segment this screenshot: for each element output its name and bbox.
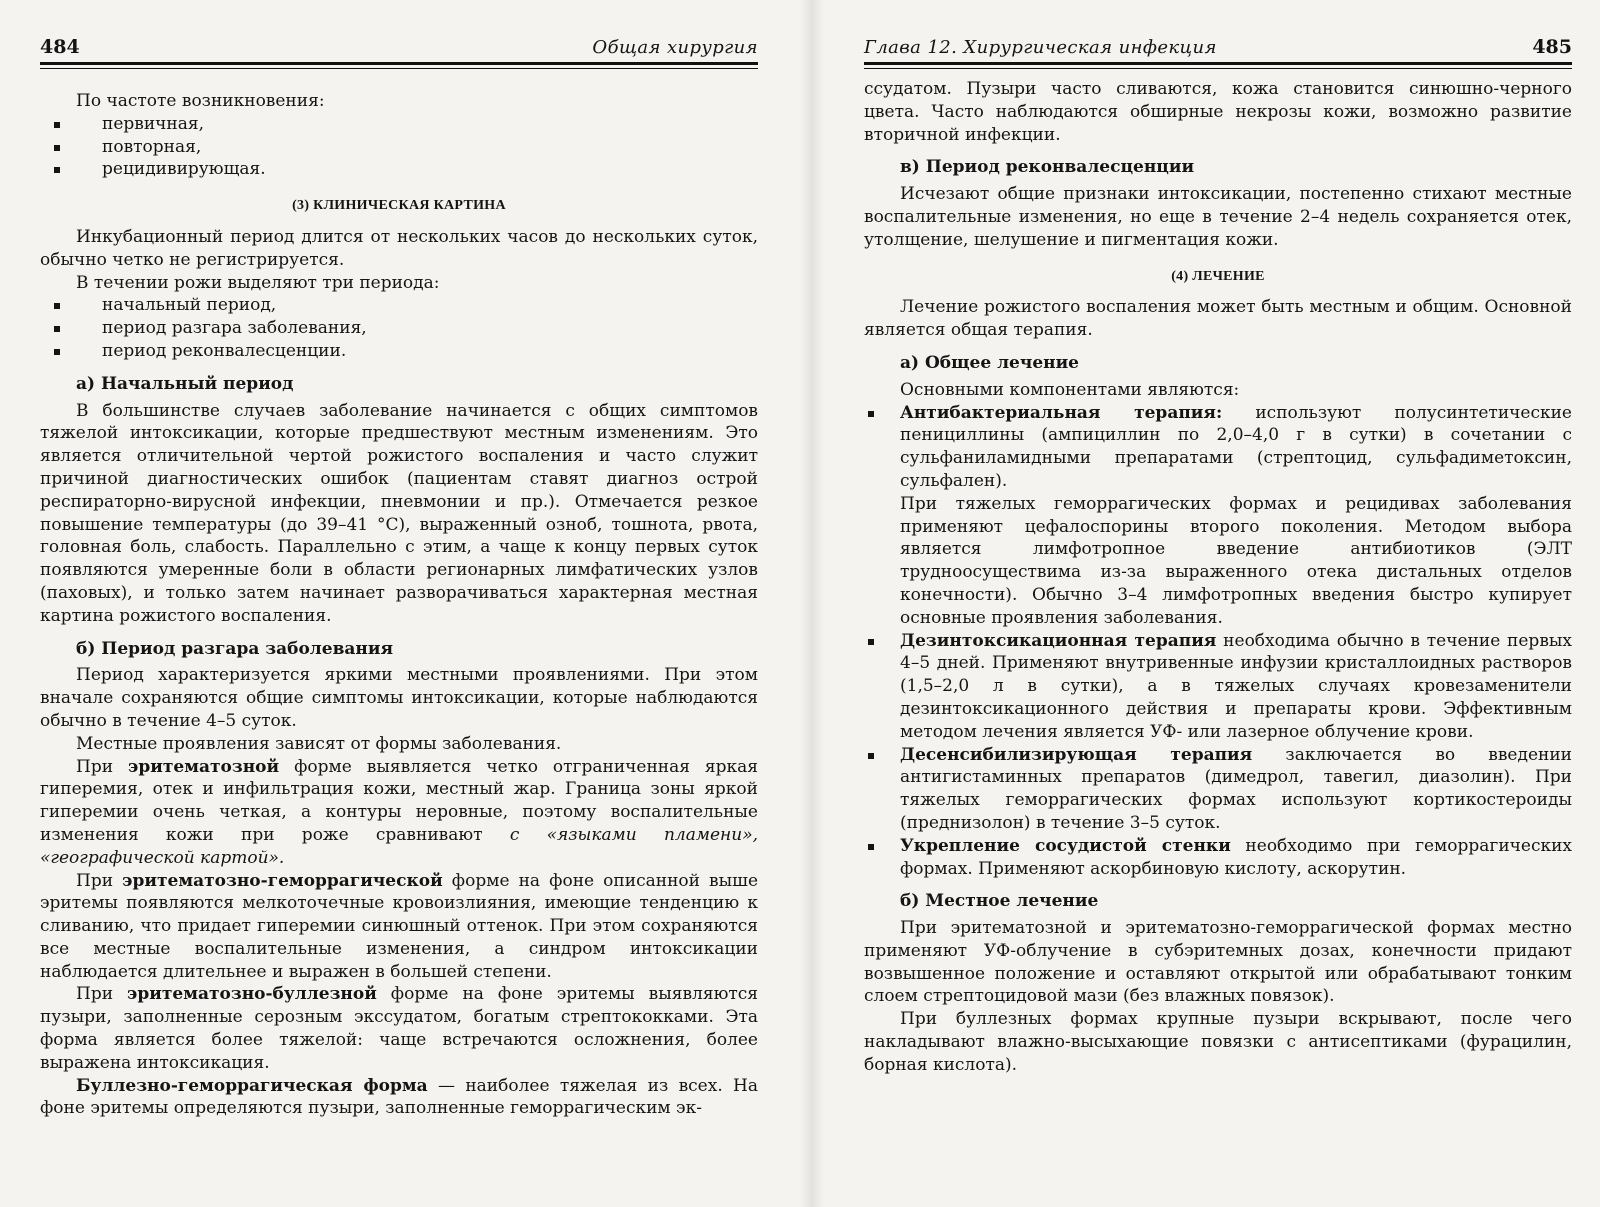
section-heading: (4) ЛЕЧЕНИЕ	[1171, 268, 1265, 284]
term-bold: эритематозно-геморрагической	[122, 870, 443, 891]
text-run: форме выявляется четко отграниченная яркая гиперемия, отек и инфильтрация кожи, местный жар. Граница зоны яркой гиперемии очень четкая, а контуры неровные, поэтому воспалительные изменения кожи при роже сравнивают	[40, 756, 759, 845]
paragraph-erythematous	[40, 756, 758, 870]
running-title: Глава 12. Хирургическая инфекция	[864, 37, 1217, 58]
running-title: Общая хирургия	[592, 37, 758, 58]
list-item-vessel-wall	[864, 835, 1572, 881]
subsection-heading: б) Местное лечение	[900, 891, 1099, 912]
list-item: рецидивирующая.	[40, 158, 758, 181]
text-run: используют полусинтетические пенициллины (ампициллин по 2,0–4,0 г в сутки) в сочетании с сульфаниламидными препаратами (стрептоцид, сульфадиметоксин, сульфален).	[900, 402, 1572, 491]
section-heading: (3) КЛИНИЧЕСКАЯ КАРТИНА	[292, 198, 506, 214]
paragraph-bullous-hemorrhagic	[40, 1075, 758, 1121]
list-item: первичная,	[40, 113, 758, 136]
paragraph: При эритематозной и эритематозно-геморрагической формах местно применяют УФ-облучение в субэритемных дозах, конечности придают возвышенное положение и оставляют открытой или обрабатывают тонким слоем стрептоцидовой мази (без влажных повязок).	[864, 918, 1572, 1007]
list-item: период разгара заболевания,	[40, 317, 758, 340]
list-item: начальный период,	[40, 294, 758, 317]
list-item-detox	[864, 630, 1572, 744]
term-bold: Укрепление сосудистой стенки	[900, 835, 1231, 856]
header-rule-thin	[40, 68, 758, 69]
text-run: При	[76, 756, 114, 777]
paragraph: Основными компонентами являются:	[900, 379, 1240, 400]
paragraph: При буллезных формах крупные пузыри вскрывают, после чего накладывают влажно-высыхающие повязки с антисептиками (фурацилин, борная кислота).	[864, 1009, 1572, 1075]
right-page	[864, 0, 1572, 1207]
term-bold: эритематозной	[128, 756, 280, 777]
paragraph: В течении рожи выделяют три периода:	[76, 272, 440, 293]
paragraph-bullous	[40, 983, 758, 1074]
term-bold: Антибактериальная терапия:	[900, 402, 1223, 423]
paragraph-hemorrhagic	[40, 870, 758, 984]
text-run: форме на фоне описанной выше эритемы появляются мелкоточечные кровоизлияния, имеющие тенденцию к сливанию, что придает гиперемии синюшный оттенок. При этом сохраняются все местные воспалительные изменения, а синдром интоксикации наблюдается длительнее и выражен в большей степени.	[40, 870, 759, 982]
term-bold: Десенсибилизирующая терапия	[900, 744, 1253, 765]
term-bold: Буллезно-геморрагическая форма	[76, 1075, 428, 1096]
periods-list	[40, 294, 758, 362]
subsection-heading: а) Начальный период	[76, 373, 294, 394]
subsection-heading: в) Период реконвалесценции	[900, 157, 1195, 178]
text-run: необходимо при геморрагических формах. Применяют аскорбиновую кислоту, аскорутин.	[900, 835, 1573, 879]
frequency-list	[40, 113, 758, 181]
text-run: При	[76, 984, 114, 1005]
subsection-heading: а) Общее лечение	[900, 352, 1079, 373]
text-run: форме на фоне эритемы выявляются пузыри, заполненные серозным экссудатом, богатым стрептококками. Эта форма является более тяжелой: чаще встречаются осложнения, более выражена интоксикация.	[40, 984, 759, 1073]
quote-italic: с «языками пламени», «географической картой».	[40, 824, 759, 868]
list-item-antibacterial	[864, 402, 1572, 630]
paragraph: Исчезают общие признаки интоксикации, постепенно стихают местные воспалительные изменения, но еще в течение 2–4 недель сохраняется отек, утолщение, шелушение и пигментация кожи.	[864, 184, 1572, 250]
header-rule	[864, 62, 1572, 65]
list-item: повторная,	[40, 136, 758, 159]
list-item-desensitizing	[864, 744, 1572, 835]
header-rule-thin	[864, 68, 1572, 69]
left-running-head	[40, 30, 758, 58]
paragraph: Лечение рожистого воспаления может быть местным и общим. Основной является общая терапия.	[864, 297, 1572, 341]
left-page-body	[40, 90, 758, 1120]
treatment-components-list	[864, 402, 1572, 881]
term-bold: эритематозно-буллезной	[127, 984, 377, 1005]
right-page-body	[864, 78, 1572, 1077]
paragraph: Инкубационный период длится от нескольких часов до нескольких суток, обычно четко не регистрируется.	[40, 226, 758, 270]
header-rule	[40, 62, 758, 65]
frequency-intro: По частоте возникновения:	[76, 91, 325, 111]
subsection-heading: б) Период разгара заболевания	[76, 638, 394, 659]
text-run: заключается во введении антигистаминных препаратов (димедрол, тавегил, диазолин). При тяжелых геморрагических формах используют кортикостероиды (преднизолон) в течение 3–5 суток.	[900, 744, 1573, 833]
page-number: 485	[1532, 36, 1572, 58]
left-page	[40, 0, 758, 1207]
text-run: необходима обычно в течение первых 4–5 дней. Применяют внутривенные инфузии кристаллоидных растворов (1,5–2,0 л в сутки), а в тяжелых случаях кровезаменители дезинтоксикационного действия и препараты крови. Эффективным методом лечения является УФ- или лазерное облучение крови.	[900, 630, 1573, 742]
paragraph: В большинстве случаев заболевание начинается с общих симптомов тяжелой интоксикации, которые предшествуют местным изменениям. Это является отличительной чертой рожистого воспаления и часто служит причиной диагностических ошибок (пациентам ставят диагноз острой респираторно-вирусной инфекции, пневмонии и пр.). Отмечается резкое повышение температуры (до 39–41 °С), выраженный озноб, тошнота, рвота, головная боль, слабость. Параллельно с этим, а чаще к концу первых суток появляются умеренные боли в области регионарных лимфатических узлов (паховых), и только затем начинает разворачиваться характерная местная картина рожистого воспаления.	[40, 400, 758, 626]
list-item: период реконвалесценции.	[40, 340, 758, 363]
paragraph: ссудатом. Пузыри часто сливаются, кожа становится синюшно-черного цвета. Часто наблюдаются обширные некрозы кожи, возможно развитие вторичной инфекции.	[864, 79, 1572, 145]
paragraph: Местные проявления зависят от формы заболевания.	[76, 733, 562, 754]
page-number: 484	[40, 36, 80, 58]
text-run: При тяжелых геморрагических формах и рецидивах заболевания применяют цефалоспорины второго поколения. Методом выбора является лимфотропное введение антибиотиков (ЭЛТ трудноосуществима из-за выраженного отека дистальных отделов конечности). Обычно 3–4 лимфотропных введения быстро купирует основные проявления заболевания.	[900, 493, 1572, 628]
term-bold: Дезинтоксикационная терапия	[900, 630, 1217, 651]
text-run: При	[76, 870, 114, 891]
paragraph: Период характеризуется яркими местными проявлениями. При этом вначале сохраняются общие симптомы интоксикации, которые наблюдаются обычно в течение 4–5 суток.	[40, 665, 758, 731]
book-gutter	[800, 0, 824, 1207]
text-run: — наиболее тяжелая из всех. На фоне эритемы определяются пузыри, заполненные геморрагическим эк-	[40, 1075, 759, 1119]
right-running-head	[864, 30, 1572, 58]
